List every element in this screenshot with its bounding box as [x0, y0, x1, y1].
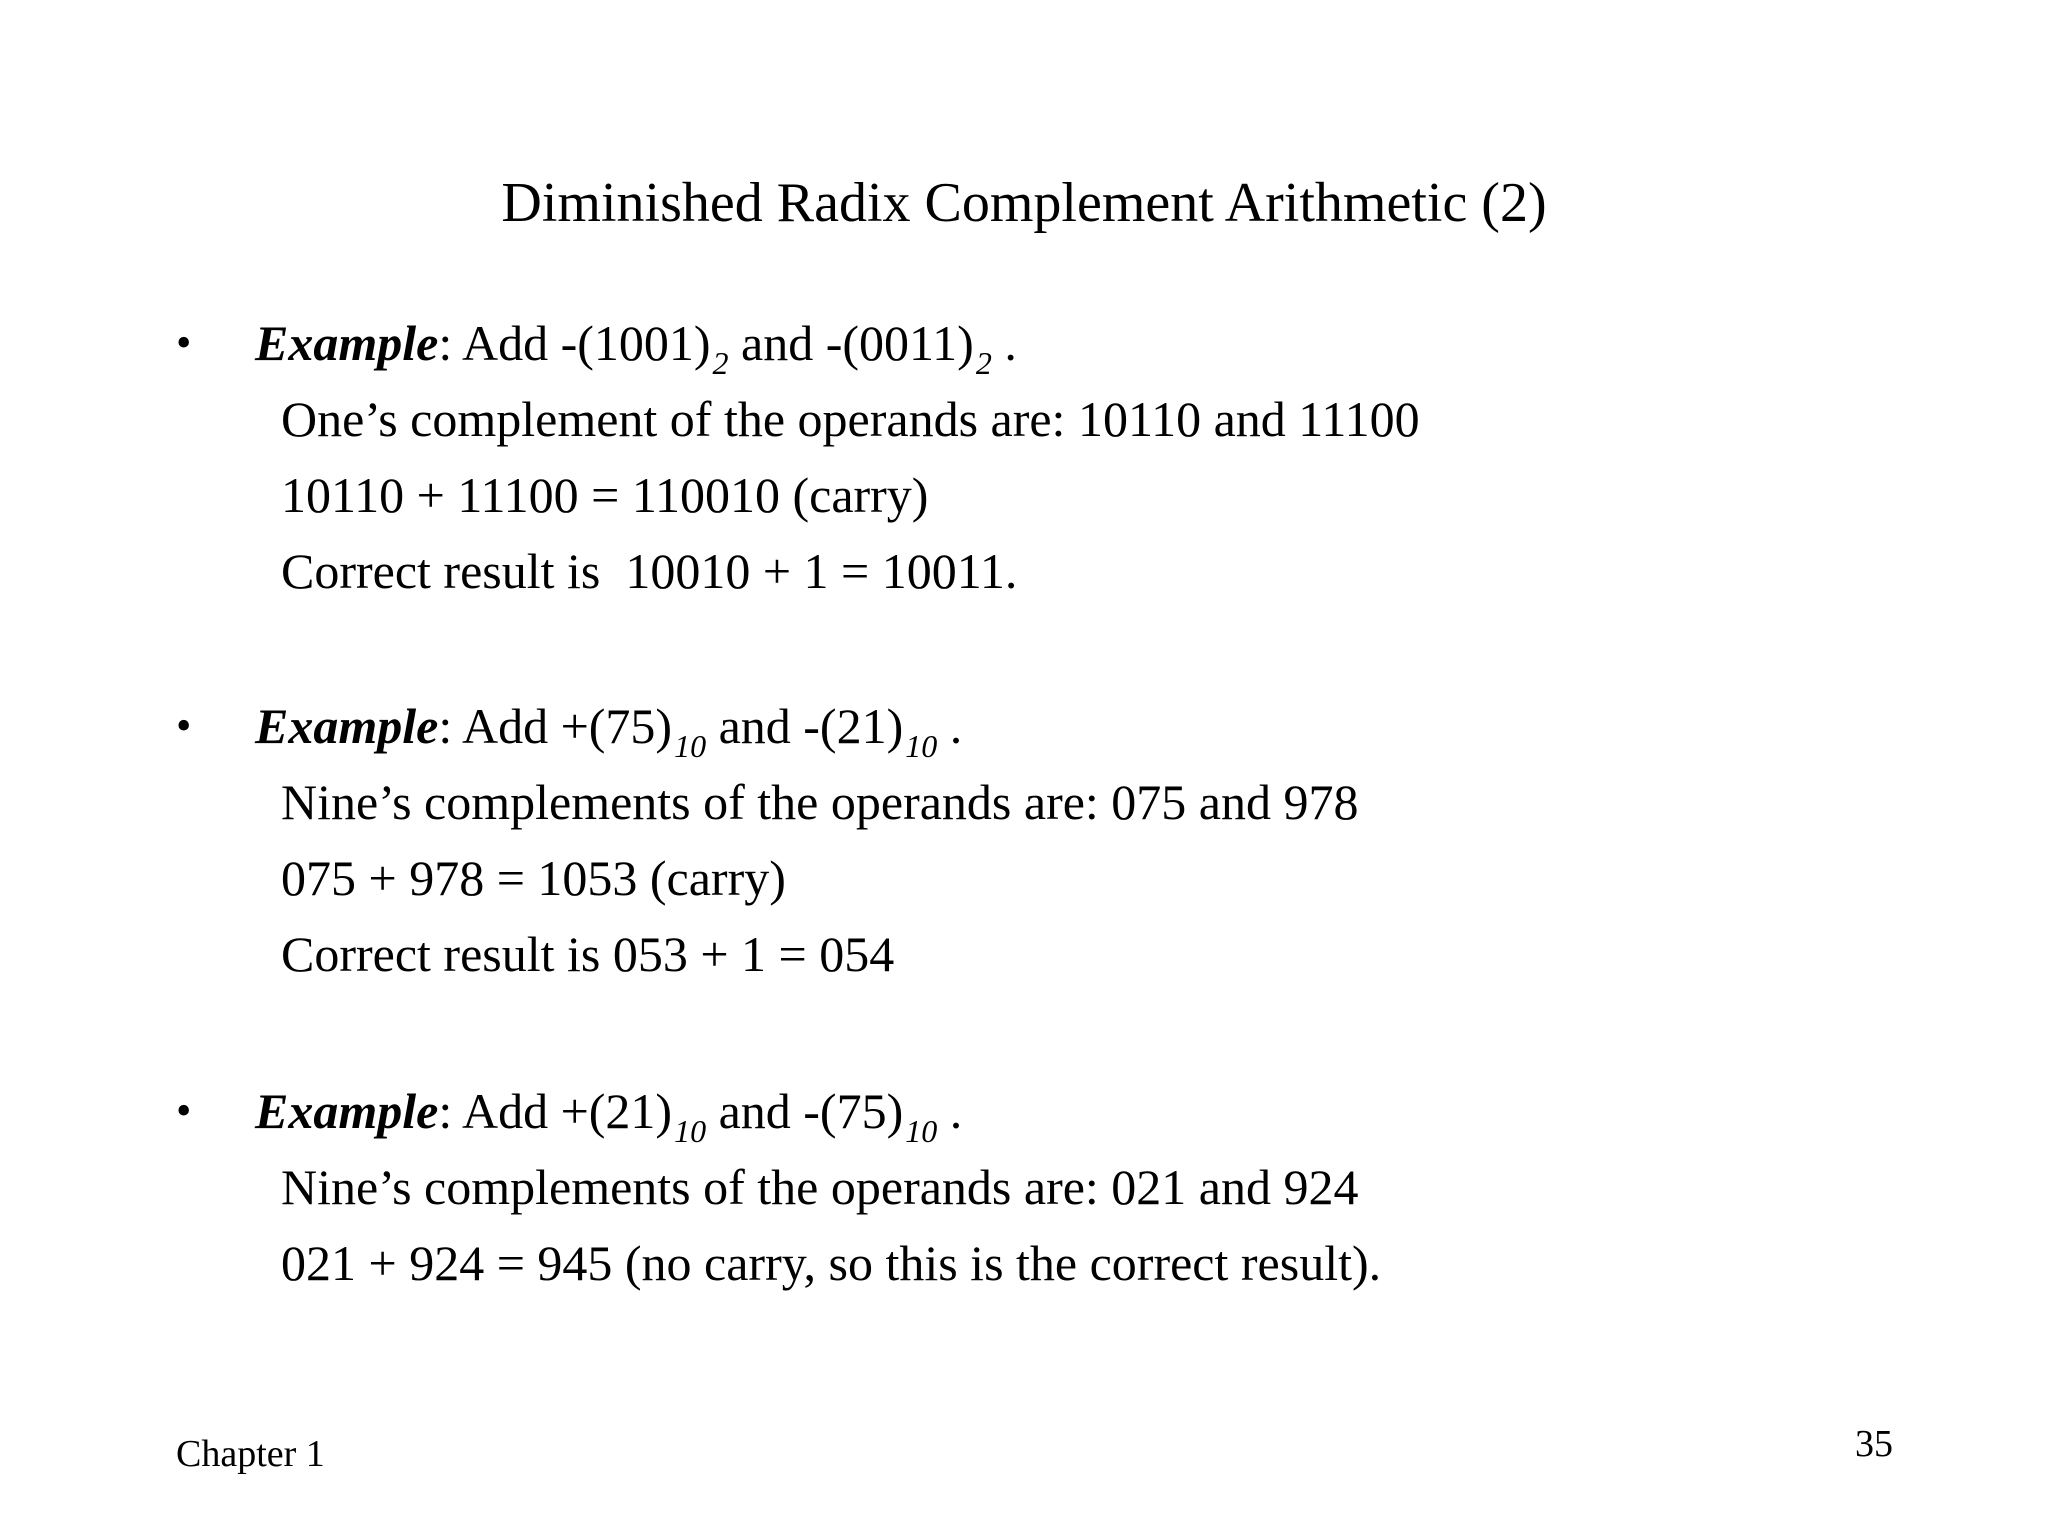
- example-detail-line: Nine’s complements of the operands are: 075 and 978: [281, 774, 1359, 830]
- example-detail-line: 075 + 978 = 1053 (carry): [281, 850, 786, 906]
- subscript: 10: [674, 1113, 707, 1149]
- bullet-icon: •: [176, 318, 192, 367]
- subscript: 10: [905, 1113, 938, 1149]
- example-detail-line: Correct result is 10010 + 1 = 10011.: [281, 543, 1018, 599]
- example-heading-text: [255, 688, 962, 770]
- subscript: 10: [674, 728, 707, 764]
- example-label: Example: [255, 698, 439, 754]
- example-mid: and -(0011): [728, 315, 974, 371]
- subscript: 2: [975, 345, 992, 381]
- example-block-3: [0, 1073, 2048, 1301]
- example-label: Example: [255, 315, 439, 371]
- example-intro: : Add +(75): [438, 698, 673, 754]
- example-mid: and -(75): [706, 1083, 904, 1139]
- subscript: 2: [712, 345, 729, 381]
- page-number: 35: [1855, 1423, 1893, 1465]
- bullet-icon: •: [176, 701, 192, 750]
- example-heading: [0, 1073, 2048, 1149]
- example-intro: : Add +(21): [438, 1083, 673, 1139]
- bullet-icon: •: [176, 1086, 192, 1135]
- example-end: .: [991, 315, 1017, 371]
- example-mid: and -(21): [706, 698, 904, 754]
- slide-title: Diminished Radix Complement Arithmetic (2): [501, 172, 1547, 234]
- example-detail-line: 021 + 924 = 945 (no carry, so this is the correct result).: [281, 1235, 1382, 1291]
- example-detail-line: Correct result is 053 + 1 = 054: [281, 926, 895, 982]
- example-detail-line: Nine’s complements of the operands are: 021 and 924: [281, 1159, 1359, 1215]
- example-intro: : Add -(1001): [438, 315, 711, 371]
- example-block-2: [0, 688, 2048, 992]
- subscript: 10: [905, 728, 938, 764]
- example-block-1: [0, 305, 2048, 609]
- example-end: .: [937, 1083, 963, 1139]
- footer-chapter-label: Chapter 1: [176, 1433, 325, 1475]
- example-end: .: [937, 698, 963, 754]
- example-heading: [0, 688, 2048, 764]
- example-heading-text: [255, 305, 1017, 387]
- example-detail-line: 10110 + 11100 = 110010 (carry): [281, 467, 929, 523]
- example-heading: [0, 305, 2048, 381]
- example-heading-text: [255, 1073, 962, 1155]
- example-label: Example: [255, 1083, 439, 1139]
- example-detail-line: One’s complement of the operands are: 10110 and 11100: [281, 391, 1420, 447]
